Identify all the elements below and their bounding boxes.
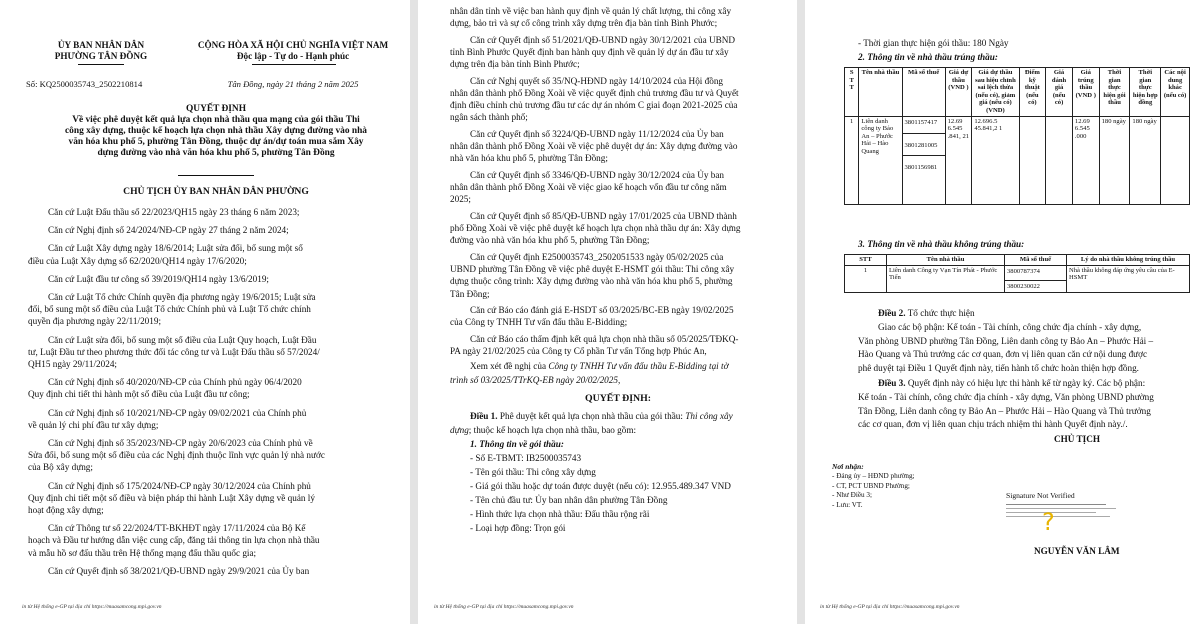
table-header-row [845,68,1190,117]
package-info-item: - Giá gói thầu hoặc dự toán được duyệt (nếu có): 12.955.489.347 VND [470,481,731,491]
table-cell: 12.696.5 45.841,2 1 [972,116,1019,204]
package-info-item: - Hình thức lựa chọn nhà thầu: Đấu thầu rộng rãi [470,509,650,519]
article-2-line: Văn phòng UBND phường Tân Đồng, Liên danh công ty Bảo An – Phước Hải – [858,335,1154,346]
recipient-item: - Đảng ủy – HĐND phường; [832,472,915,480]
authority-heading: CHỦ TỊCH ỦY BAN NHÂN DÂN PHƯỜNG [123,186,309,197]
table-header-row [845,255,1190,266]
article-3-line-1: Điều 3. Quyết định này có hiệu lực thi hành kể từ ngày ký. Các bộ phận: [878,378,1146,388]
table-header-cell: Thời gian thực hiện gói thầu [1099,68,1130,117]
paragraph-line: Căn cứ Nghị định số 35/2023/NĐ-CP ngày 20/6/2023 của Chính phủ về [48,438,313,448]
nation-underline [252,64,336,65]
table-row [845,116,1190,204]
table-header-cell: STT [845,255,887,266]
table-header-cell: Mã số thuế [1005,255,1067,266]
decision-subject [26,115,406,159]
paragraph-line: Căn cứ Luật Đấu thầu số 22/2023/QH15 ngày 23 tháng 6 năm 2023; [48,207,300,217]
table-cell [1019,116,1046,204]
recipient-item: - Như Điều 3; [832,491,873,499]
signer-name: NGUYỄN VĂN LÂM [1034,546,1120,556]
subject-line: văn hóa khu phố 5, phường Tân Đồng, thuộc dự án/dự toán mua sắm Xây [68,137,364,147]
paragraph-line: Căn cứ Luật sửa đổi, bổ sung một số điều của Luật Quy hoạch, Luật Đầu [48,334,317,345]
consideration-line-2: trình số 03/2025/TTrKQ-EB ngày 20/02/2025, [450,375,621,385]
paragraph-line: Căn cứ Quyết định số 3224/QĐ-UBND ngày 11/12/2024 của Ủy ban [470,129,724,139]
paragraph-line: phố Đồng Xoài về việc phê duyệt kế hoạch lựa chọn nhà thầu dự án: Xây dựng [450,223,741,234]
package-info-item: - Tên chủ đầu tư: Ủy ban nhân dân phường Tân Đồng [470,495,668,505]
losing-bidder-table [844,254,1190,293]
paragraph-line: Căn cứ Luật Tổ chức Chính quyền địa phương ngày 19/6/2015; Luật sửa [48,292,316,302]
table-header-cell: Giá trúng thầu (VND ) [1072,68,1099,117]
table-cell [1046,116,1073,204]
table-header-cell: Giá dự thầu sau hiệu chỉnh sai lệch thừa (nếu có), giảm giá (nếu có) (VND) [972,68,1019,117]
paragraph-line: ngân sách thành phố; [450,112,528,123]
table-header-cell: Tên nhà thầu [887,255,1005,266]
table-header-cell: Lý do nhà thầu không trúng thầu [1067,255,1190,266]
recipient-item: - Lưu: VT. [832,500,863,509]
table-header-cell: Các nội dung khác (nếu có) [1161,68,1190,117]
package-info-heading: 1. Thông tin về gói thầu: [470,439,564,449]
nation-header: CỘNG HÒA XÃ HỘI CHỦ NGHĨA VIỆT NAM Độc lập - Tự do - Hạnh phúc [197,40,389,61]
paragraph-line: Căn cứ Thông tư số 22/2024/TT-BKHĐT ngày 17/11/2024 của Bộ Kế [48,523,306,534]
article-3-line: Tân Đồng, Liên danh công ty Bảo An – Phước Hải – Hào Quang và Thủ trưởng [858,405,1151,416]
article-2-line: Giao các bộ phận: Kế toán - Tài chính, công chức địa chính - xây dựng, [878,322,1142,332]
table-header-cell: S T T [845,68,859,117]
paragraph-line: Căn cứ Quyết định số 51/2021/QĐ-UBND ngày 30/12/2021 của UBND [470,34,736,45]
paragraph-line: Căn cứ Báo cáo đánh giá E-HSDT số 03/2025/BC-EB ngày 19/02/2025 [470,305,734,316]
table-cell: 1 [845,116,859,204]
paragraph-line: nhân dân tỉnh về việc ban hành quy định về quản lý chất lượng, thi công xây [450,6,732,16]
table-header-cell: Thời gian thực hiện hợp đồng [1130,68,1161,117]
paragraph-line: nhân dân thành phố Đồng Xoài về việc giao kế hoạch vốn đầu tư công năm [450,182,727,193]
paragraph-line: nhân dân thành phố Đồng Xoài về việc quyết định chủ trương đầu tư và Quyết [450,88,739,98]
document-date: Tân Đồng, ngày 21 tháng 2 năm 2025 [227,79,359,89]
article-2-line: Hào Quang và Thủ trưởng các cơ quan, đơn vị liên quan căn cứ nội dung được [858,349,1148,359]
table-cell: 180 ngày [1130,116,1161,204]
paragraph-line: định điều chỉnh chủ trương đầu tư các dự án nhóm C giai đoạn 2021-2025 của [450,100,738,111]
recipient-item: - CT, PCT UBND Phường; [832,481,910,490]
signature-question-icon: ? [1042,508,1055,536]
paragraph-line: Căn cứ Quyết định E2500035743_2502051533 ngày 05/02/2025 của [470,252,724,262]
signer-title: CHỦ TỊCH [1054,434,1101,444]
recipients-label: Nơi nhận: [832,462,864,471]
package-info-item: - Số E-TBMT: IB2500035743 [470,453,582,463]
agency-underline [78,64,124,65]
paragraph-line: Căn cứ Nghị định số 40/2020/NĐ-CP của Chính phủ ngày 06/4/2020 [48,377,302,388]
table-row [845,265,1190,293]
paragraph-line: hoạch và Đầu tư hướng dẫn việc cung cấp, đăng tải thông tin lựa chọn nhà thầu [28,535,320,546]
article-2-heading: Điều 2. Tổ chức thực hiện [878,308,975,318]
paragraph-line: và mẫu hồ sơ đấu thầu trên Hệ thống mạng đấu thầu quốc gia; [28,547,257,558]
paragraph-line: Quy định chi tiết thi hành một số điều của Luật đầu tư công; [28,389,250,400]
agency-header: ỦY BAN NHÂN DÂN PHƯỜNG TÂN ĐỒNG [54,40,148,61]
paragraph-line: Căn cứ Báo cáo thẩm định kết quả lựa chọn nhà thầu số 05/2025/TĐKQ- [470,334,739,344]
table-cell: 12.69 6.545 .841, 21 [945,116,972,204]
table-cell: Liên danh Công ty Vạn Tín Phát - Phước Tiến [887,265,1005,293]
table-header-cell: Giá dự thầu (VND ) [945,68,972,117]
document-number: Số: KQ2500035743_2502210814 [26,79,143,89]
paragraph-line: của Bộ xây dựng; [28,462,93,473]
document-page-3 [806,0,1200,624]
paragraph-line: Căn cứ Quyết định số 3346/QĐ-UBND ngày 30/12/2024 của Ủy ban [470,170,725,180]
paragraph-line: Tân Đồng; [450,288,490,299]
paragraph-line: Sửa đổi, bổ sung một số điều của các Nghị định thuộc lĩnh vực quản lý nhà nước [28,450,325,461]
table-cell: 180 ngày [1099,116,1130,204]
table-header-cell: Mã số thuế [902,68,945,117]
subject-line: dựng đường vào nhà văn hóa khu phố 5, phường Tân Đồng [97,148,335,158]
table-cell [1161,116,1190,204]
article-3-line: các cơ quan, đơn vị liên quan chịu trách nhiệm thi hành Quyết định này./. [858,419,1128,429]
winning-bidder-table [844,67,1190,205]
paragraph-line: Căn cứ Nghị định số 10/2021/NĐ-CP ngày 09/02/2021 của Chính phủ [48,407,307,418]
paragraph-line: Căn cứ Quyết định số 38/2021/QĐ-UBND ngày 29/9/2021 của Ủy ban [48,565,310,576]
article-1-line-2: dựng; thuộc kế hoạch lựa chọn nhà thầu, bao gồm: [450,425,637,435]
page-separator [410,0,418,624]
paragraph-line: 2025; [450,194,471,205]
page-separator [797,0,805,624]
table-cell: 1 [845,265,887,293]
table-cell: 3800787374 3800230022 [1005,265,1067,293]
paragraph-line: UBND phường Tân Đồng về việc phê duyệt E-HSMT gói thầu: Thi công xây [450,264,735,275]
paragraph-line: đường vào nhà văn hóa khu phố 5, phường Tân Đồng; [450,235,650,246]
package-info-item: - Loại hợp đồng: Trọn gói [470,523,566,533]
page-footer: in từ Hệ thống e-GP tại địa chỉ https://muasamcong.mpi.gov.vn [820,604,960,610]
page-footer: in từ Hệ thống e-GP tại địa chỉ https://muasamcong.mpi.gov.vn [22,604,162,610]
decide-heading: QUYẾT ĐỊNH: [585,393,651,404]
digital-signature-block[interactable] [1006,502,1126,518]
paragraph-line: của Công ty TNHH Tư vấn đấu thầu E-Bidding; [450,317,628,328]
paragraph-line: Căn cứ Luật Xây dựng ngày 18/6/2014; Luật sửa đổi, bổ sung một số [48,243,303,254]
article-3-line: Kế toán - Tài chính, công chức địa chính - xây dựng, Văn phòng UBND phường [858,392,1154,402]
table-header-cell: Điểm kỹ thuật (nếu có) [1019,68,1046,117]
losing-bidder-heading: 3. Thông tin về nhà thầu không trúng thầu: [858,239,1025,249]
table-cell: 12.69 6.545 .000 [1072,116,1099,204]
subject-underline [178,175,254,176]
paragraph-line: dựng thuộc công trình: Xây dựng đường vào nhà văn hóa khu phố 5, phường [450,276,733,287]
subject-line: công xây dựng, thuộc kế hoạch lựa chọn nhà thầu Xây dựng đường vào nhà [65,126,367,136]
table-cell: Nhà thầu không đáp ứng yêu cầu của E-HSMT [1067,265,1190,293]
table-cell: 3801157417 3801281005 3801156981 [902,116,945,204]
paragraph-line: Căn cứ Nghị quyết số 35/NQ-HĐND ngày 14/10/2024 của Hội đồng [470,75,724,86]
paragraph-line: PA ngày 21/02/2025 của Công ty Cổ phần Tư vấn Tổng hợp Phúc An, [450,346,707,357]
paragraph-line: về quản lý chi phí đầu tư xây dựng; [28,419,159,430]
paragraph-line: đổi, bổ sung một số điều của Luật Tổ chức Chính phủ và Luật Tổ chức chính [28,304,311,315]
consideration-line-1: Xem xét đề nghị của Công ty TNHH Tư vấn đấu thầu E-Bidding tại tờ [470,361,729,371]
paragraph-line: Căn cứ Luật đầu tư công số 39/2019/QH14 ngày 13/6/2019; [48,273,269,284]
winning-bidder-heading: 2. Thông tin về nhà thầu trúng thầu: [858,52,998,62]
table-header-cell: Giá đánh giá (nếu có) [1046,68,1073,117]
table-cell: Liên danh công ty Bảo An – Phước Hải – Hào Quang [859,116,902,204]
document-page-2 [420,0,796,624]
paragraph-line: QH15 ngày 29/11/2024; [28,359,117,369]
package-duration: - Thời gian thực hiện gói thầu: 180 Ngày [858,38,1009,48]
paragraph-line: Căn cứ Quyết định số 85/QĐ-UBND ngày 17/01/2025 của UBND thành [470,211,737,221]
paragraph-line: quyền địa phương ngày 22/11/2019; [28,316,162,327]
paragraph-line: Quy định chi tiết một số điều và biện pháp thi hành Luật Xây dựng về quản lý [28,492,315,503]
subject-line: Về việc phê duyệt kết quả lựa chọn nhà thầu qua mạng của gói thầu Thi [72,115,360,125]
paragraph-line: Căn cứ Nghị định số 175/2024/NĐ-CP ngày 30/12/2024 của Chính phủ [48,480,311,491]
paragraph-line: dựng, bảo trì và sự cố công trình xây dựng trên địa bàn tỉnh Bình Phước; [450,18,718,29]
paragraph-line: tư, Luật Đầu tư theo phương thức đối tác công tư và Luật Đấu thầu số 57/2024/ [28,346,320,357]
paragraph-line: hoạt động xây dựng; [28,505,104,515]
package-info-item: - Tên gói thầu: Thi công xây dựng [470,467,596,477]
paragraph-line: tỉnh Bình Phước Quyết định ban hành quy định về quản lý dự án đầu tư xây [450,47,729,57]
document-page-1 [0,0,408,624]
decision-title: QUYẾT ĐỊNH Về việc phê duyệt kết quả lựa chọn nhà thầu qua mạng của gói thầu Thi công xây dựng, thuộc kế hoạch lựa chọn nhà thầu Xây dựng đường vào nhà văn hóa khu phố 5, phường Tân Đồng, thuộc dự án/dự toán mua sắm Xây dựng đường vào nhà văn hóa khu phố 5, phường Tân Đồng [26,104,406,159]
paragraph-line: nhà văn hóa khu phố 5, phường Tân Đồng; [450,153,608,164]
table-header-cell: Tên nhà thầu [859,68,902,117]
paragraph-line: điều của Luật Xây dựng số 62/2020/QH14 ngày 17/6/2020; [28,255,247,266]
paragraph-line: nhân dân thành phố Đồng Xoài về việc phê duyệt dự án: Xây dựng đường vào [450,141,738,152]
article-2-line: phê duyệt tại Điều 1 Quyết định này, tiến hành tổ chức hoàn thiện hợp đồng. [858,362,1139,373]
page-footer: in từ Hệ thống e-GP tại địa chỉ https://muasamcong.mpi.gov.vn [434,604,574,610]
article-1-line-1: Điều 1. Phê duyệt kết quả lựa chọn nhà thầu của gói thầu: Thi công xây [470,411,733,421]
paragraph-line: Căn cứ Nghị định số 24/2024/NĐ-CP ngày 27 tháng 2 năm 2024; [48,225,289,236]
paragraph-line: dựng trên địa bàn tỉnh Bình Phước; [450,59,580,70]
signature-status: Signature Not Verified [1006,491,1075,500]
